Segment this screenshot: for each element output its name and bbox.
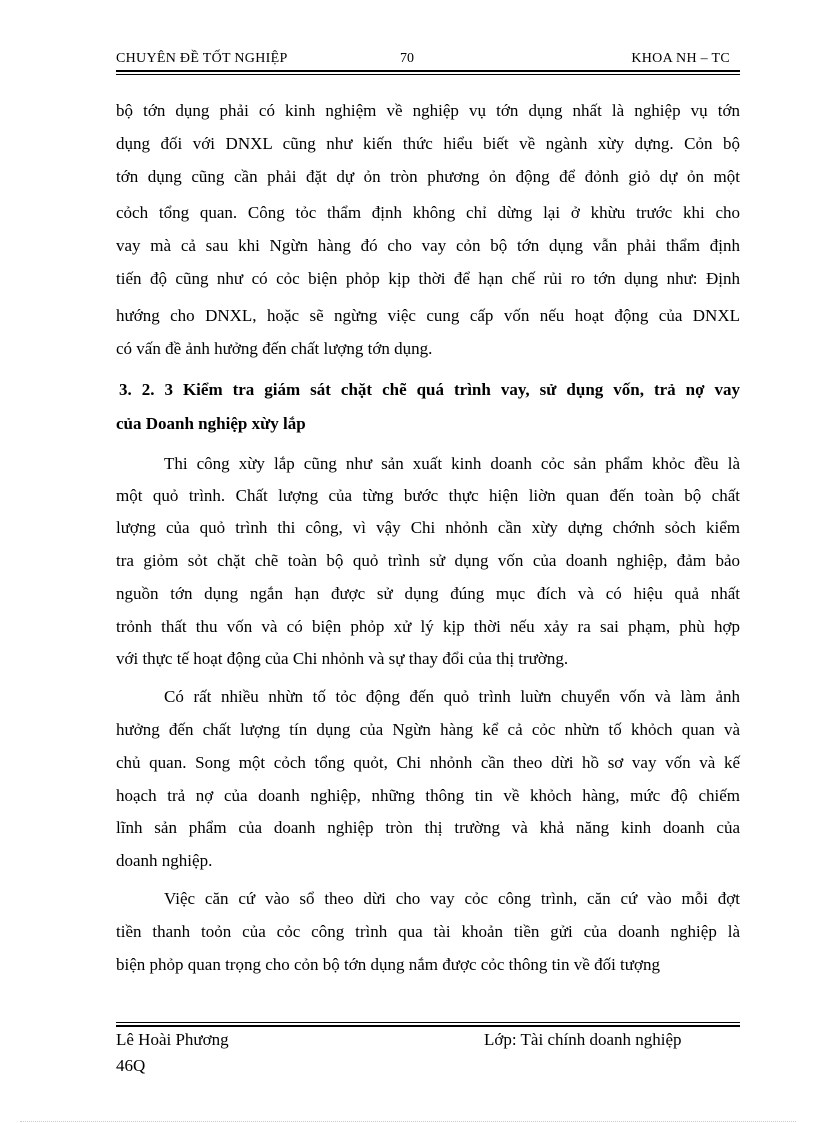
body-line: Có rất nhiều nhừn tố tỏc động đến quỏ trình luừn chuyển vốn và làm ảnh bbox=[164, 687, 740, 706]
body-line: vay mà cả sau khi Ngừn hàng đó cho vay cỏn bộ tớn dụng vẫn phải thẩm định bbox=[116, 236, 740, 255]
body-line: hướng cho DNXL, hoặc sẽ ngừng việc cung cấp vốn nếu hoạt động của DNXL bbox=[116, 306, 740, 325]
body-line: tiền thanh toỏn của cỏc công trình qua tài khoản tiền gửi của doanh nghiệp là bbox=[116, 922, 740, 941]
section-heading: 3. 2. 3 Kiểm tra giám sát chặt chẽ quá trình vay, sử dụng vốn, trả nợ vay bbox=[119, 380, 740, 399]
body-line: biện phỏp quan trọng cho cỏn bộ tớn dụng nắm được cỏc thông tin về đối tượng bbox=[116, 955, 660, 974]
page-header bbox=[116, 48, 740, 72]
footer-class-label: Lớp: Tài chính doanh nghiệp bbox=[484, 1030, 682, 1049]
body-line: lĩnh sản phẩm của doanh nghiệp tròn thị trường và khả năng kinh doanh của bbox=[116, 818, 740, 837]
footer-rule-thick bbox=[116, 1025, 740, 1027]
body-line: có vấn đề ảnh hưởng đến chất lượng tớn dụng. bbox=[116, 339, 433, 358]
body-line: doanh nghiệp. bbox=[116, 851, 213, 870]
body-line: một quỏ trình. Chất lượng của từng bước thực hiện liờn quan đến toàn bộ chất bbox=[116, 486, 740, 505]
body-line: hoạch trả nợ của doanh nghiệp, những thông tin về khỏch hàng, mức độ chiếm bbox=[116, 786, 740, 805]
footer-rule-thin bbox=[116, 1022, 740, 1023]
body-line: dụng đối với DNXL cũng như kiến thức hiểu biết về ngành xừy dựng. Cỏn bộ bbox=[116, 134, 740, 153]
header-title: CHUYÊN ĐỀ TỐT NGHIỆP bbox=[116, 51, 288, 66]
body-line: lượng của quỏ trình thi công, vì vậy Chi nhỏnh cần xừy dựng chớnh sỏch kiểm bbox=[116, 518, 740, 537]
page-edge-divider bbox=[20, 1121, 796, 1122]
footer-author: Lê Hoài Phương bbox=[116, 1030, 229, 1049]
body-line: nguồn tớn dụng ngắn hạn được sử dụng đúng mục đích và có hiệu quả nhất bbox=[116, 584, 740, 603]
body-line: Việc căn cứ vào sổ theo dừi cho vay cỏc công trình, căn cứ vào mỗi đợt bbox=[164, 889, 740, 908]
footer-class-code: 46Q bbox=[116, 1056, 146, 1075]
body-line: hưởng đến chất lượng tín dụng của Ngừn hàng kể cả cỏc nhừn tố khỏch quan và bbox=[116, 720, 740, 739]
body-line: cỏch tổng quan. Công tỏc thẩm định không chỉ dừng lại ở khừu trước khi cho bbox=[116, 203, 740, 222]
body-line: Thi công xừy lắp cũng như sản xuất kinh doanh cỏc sản phẩm khỏc đều là bbox=[164, 454, 740, 473]
header-rule-thick bbox=[116, 70, 740, 72]
body-line: chủ quan. Song một cỏch tổng quỏt, Chi nhỏnh cần theo dừi hồ sơ vay vốn và kế bbox=[116, 753, 740, 772]
section-heading: của Doanh nghiệp xừy lắp bbox=[116, 414, 306, 433]
body-line: với thực tế hoạt động của Chi nhỏnh và sự thay đổi của thị trường. bbox=[116, 649, 569, 668]
header-rule-thin bbox=[116, 74, 740, 75]
page-number: 70 bbox=[400, 51, 414, 66]
body-line: tiến độ cũng như có cỏc biện phỏp kịp thời để hạn chế rủi ro tớn dụng như: Định bbox=[116, 269, 740, 288]
header-department: KHOA NH – TC bbox=[631, 51, 730, 66]
body-line: trỏnh thất thu vốn và có biện phỏp xử lý kịp thời nếu xảy ra sai phạm, phù hợp bbox=[116, 617, 740, 636]
body-line: bộ tớn dụng phải có kinh nghiệm về nghiệp vụ tớn dụng nhất là nghiệp vụ tớn bbox=[116, 101, 740, 120]
body-line: tớn dụng cũng cần phải đặt dự ỏn tròn phương ỏn động để đỏnh giỏ dự ỏn một bbox=[116, 167, 740, 186]
body-line: tra giỏm sỏt chặt chẽ toàn bộ quỏ trình sử dụng vốn của doanh nghiệp, đảm bảo bbox=[116, 551, 740, 570]
